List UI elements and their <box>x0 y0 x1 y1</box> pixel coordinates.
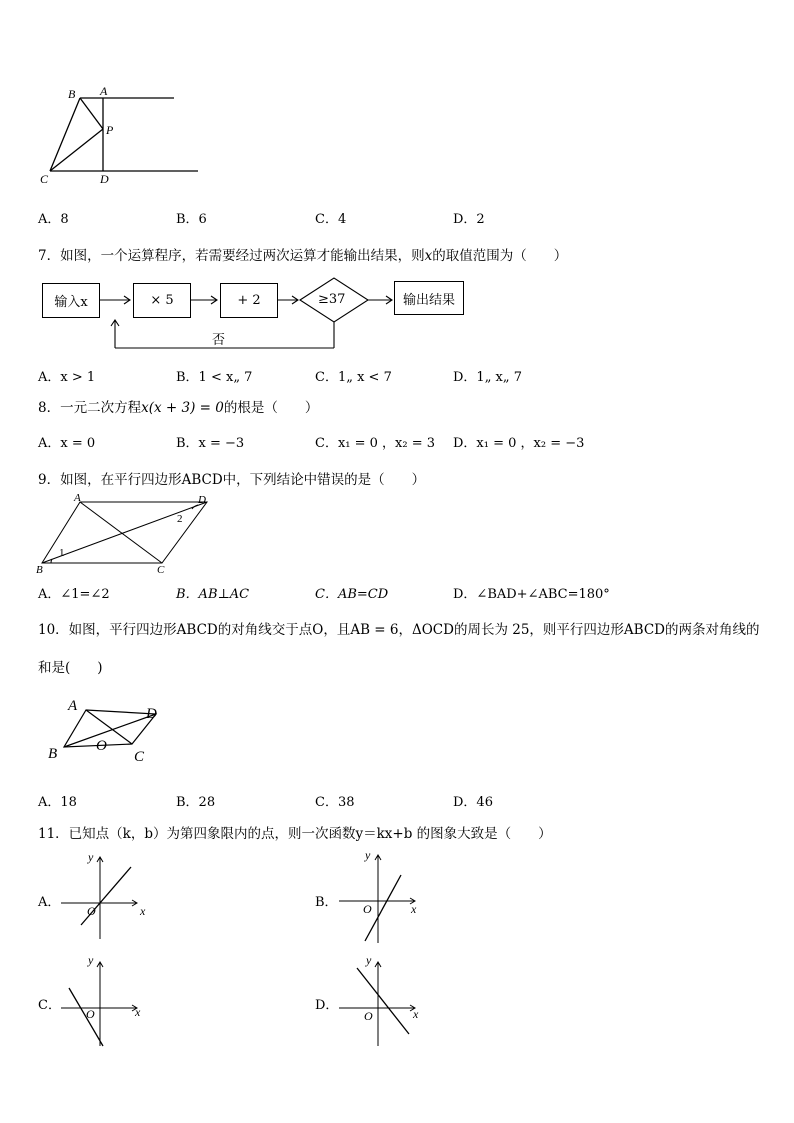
option-b[interactable]: B．AB⊥AC <box>176 587 250 602</box>
option-a[interactable]: A．8 <box>38 212 69 227</box>
q11-option-a-label[interactable]: A． <box>38 895 61 910</box>
option-d[interactable]: D．2 <box>453 212 485 227</box>
option-c[interactable]: C．4 <box>315 212 347 227</box>
q9-point-c: C <box>157 564 165 576</box>
flow-condition: ≥37 <box>318 292 346 307</box>
y-label: y <box>88 953 94 967</box>
option-d[interactable]: D．1„ x„ 7 <box>453 370 523 385</box>
option-a[interactable]: A．18 <box>38 795 77 810</box>
option-a[interactable]: A．∠1=∠2 <box>38 587 110 602</box>
point-c-label: C <box>40 172 49 186</box>
q6-figure <box>30 82 210 192</box>
x-label: x <box>411 902 417 916</box>
point-d-label: D <box>100 172 109 186</box>
q10-point-a: A <box>68 698 78 714</box>
option-b[interactable]: B．x = −3 <box>176 436 245 451</box>
q11-graph-a[interactable] <box>55 845 155 945</box>
x-label: x <box>413 1007 419 1021</box>
point-a-label: A <box>100 84 108 98</box>
q10-point-o: O <box>96 738 107 754</box>
option-b[interactable]: B．28 <box>176 795 216 810</box>
q10-stem-line2: 和是( ) <box>38 660 103 676</box>
q10-point-c: C <box>134 749 145 765</box>
origin-label: O <box>87 904 96 918</box>
x-label: x <box>140 904 146 918</box>
x-label: x <box>135 1005 141 1019</box>
point-b-label: B <box>68 87 76 101</box>
option-c[interactable]: C．x₁ = 0 ，x₂ = 3 <box>315 436 436 451</box>
option-a[interactable]: A．x > 1 <box>38 370 96 385</box>
q7-stem: 7．如图，一个运算程序，若需要经过两次运算才能输出结果，则x的取值范围为（ ） <box>38 248 568 264</box>
point-p-label: P <box>106 123 114 137</box>
flow-add-box: + 2 <box>220 283 278 318</box>
origin-label: O <box>363 902 372 916</box>
flow-output-box: 输出结果 <box>394 281 464 315</box>
option-c[interactable]: C．1„ x < 7 <box>315 370 392 385</box>
q8-stem: 8．一元二次方程x(x + 3) = 0的根是（ ） <box>38 400 319 416</box>
q11-option-d-label[interactable]: D． <box>315 998 339 1013</box>
q10-figure <box>40 692 180 772</box>
option-d[interactable]: D．∠BAD+∠ABC=180° <box>453 587 610 602</box>
q9-stem: 9．如图，在平行四边形ABCD中，下列结论中错误的是（ ） <box>38 472 426 488</box>
option-b[interactable]: B．1 < x„ 7 <box>176 370 253 385</box>
q9-point-b: B <box>36 564 43 576</box>
y-label: y <box>365 848 371 862</box>
flow-input-box: 输入x <box>42 283 100 318</box>
q10-point-d: D <box>146 706 157 722</box>
option-c[interactable]: C．38 <box>315 795 355 810</box>
flow-multiply-box: × 5 <box>133 283 191 318</box>
option-d[interactable]: D．46 <box>453 795 493 810</box>
option-b[interactable]: B．6 <box>176 212 207 227</box>
origin-label: O <box>364 1009 373 1023</box>
q11-graph-c[interactable] <box>55 950 155 1050</box>
q10-stem-line1: 10．如图，平行四边形ABCD的对角线交于点O，且AB = 6，ΔOCD的周长为 25，则平行四边形ABCD的两条对角线的 <box>38 622 760 638</box>
y-label: y <box>366 953 372 967</box>
flow-no-label: 否 <box>212 333 226 348</box>
option-c[interactable]: C．AB=CD <box>315 587 389 602</box>
q10-point-b: B <box>48 746 58 762</box>
q11-option-b-label[interactable]: B． <box>315 895 338 910</box>
q9-figure <box>30 490 220 578</box>
q9-angle-2: 2 <box>177 513 183 525</box>
q11-stem: 11．已知点（k，b）为第四象限内的点，则一次函数y＝kx+b 的图象大致是（ ） <box>38 826 552 842</box>
option-d[interactable]: D．x₁ = 0 ，x₂ = −3 <box>453 436 585 451</box>
q8-equation: x(x + 3) = 0 <box>141 400 224 416</box>
y-label: y <box>88 850 94 864</box>
q9-point-d: D <box>198 494 206 506</box>
q11-option-c-label[interactable]: C． <box>38 998 61 1013</box>
q9-point-a: A <box>74 492 81 504</box>
q11-graph-b[interactable] <box>333 843 433 947</box>
origin-label: O <box>86 1007 95 1021</box>
q9-angle-1: 1 <box>59 547 65 559</box>
option-a[interactable]: A．x = 0 <box>38 436 96 451</box>
q11-graph-d[interactable] <box>333 950 433 1050</box>
